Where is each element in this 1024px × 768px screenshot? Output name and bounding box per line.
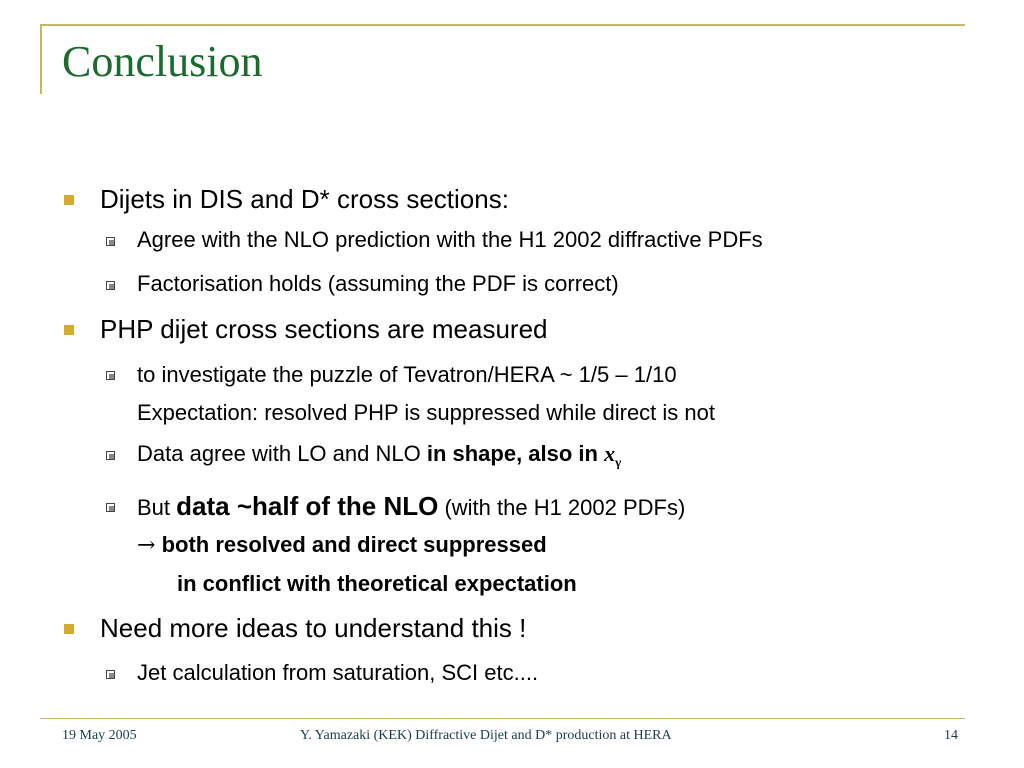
bullet-2-3-continuation [62, 526, 1002, 603]
bullet-2-3-rest: (with the H1 2002 PDFs) [438, 495, 686, 521]
bullet-2-3-bold: data ~half of the NLO [176, 491, 439, 522]
square-bullet-icon [64, 325, 74, 335]
bullet-2-1 [62, 356, 1002, 432]
bullet-2-text: PHP dijet cross sections are measured [100, 314, 548, 344]
bullet-3-1-text: Jet calculation from saturation, SCI etc.... [137, 660, 539, 686]
bullet-1-1 [62, 222, 1002, 258]
footer-page-number: 14 [944, 728, 958, 743]
square-bullet-icon [64, 624, 74, 634]
bullet-1-2-text: Factorisation holds (assuming the PDF is correct) [137, 271, 619, 296]
bullet-2-2 [62, 436, 1002, 480]
bullet-1-1-text: Agree with the NLO prediction with the H1 2002 diffractive PDFs [137, 227, 763, 252]
x-gamma-sub: γ [615, 454, 622, 470]
bullet-2 [62, 312, 1002, 346]
bullet-1-text: Dijets in DIS and D* cross sections: [100, 184, 509, 214]
bullet-3-1 [62, 655, 1002, 691]
square-bullet-icon [64, 195, 74, 205]
bullet-2-3-line3: in conflict with theoretical expectation [177, 571, 577, 597]
arrow-right-icon: → [137, 533, 156, 559]
footer-divider [40, 718, 965, 719]
x-gamma-symbol [604, 441, 622, 470]
slide-title: Conclusion [62, 37, 263, 86]
bullet-2-1-text-line2: Expectation: resolved PHP is suppressed while direct is not [137, 400, 715, 425]
bullet-3-text: Need more ideas to understand this ! [100, 613, 527, 644]
hollow-square-bullet-icon [106, 451, 115, 460]
slide-content [62, 182, 1002, 691]
hollow-square-bullet-icon [106, 670, 115, 679]
footer-date: 19 May 2005 [62, 728, 137, 743]
bullet-2-3 [62, 488, 1002, 526]
footer-title: Y. Yamazaki (KEK) Diffractive Dijet and D* production at HERA [300, 728, 672, 743]
bullet-1-2 [62, 266, 1002, 302]
x-gamma-x: x [604, 441, 616, 466]
bullet-2-3-but: But [137, 495, 177, 521]
frame-left-line [40, 24, 42, 94]
bullet-2-2-text: Data agree with LO and NLO [137, 441, 427, 466]
bullet-2-3-line2: both resolved and direct suppressed [161, 532, 547, 558]
bullet-1 [62, 182, 1002, 216]
hollow-square-bullet-icon [106, 503, 115, 512]
bullet-3 [62, 611, 1002, 645]
bullet-2-2-bold: in shape, also in [426, 441, 605, 466]
hollow-square-bullet-icon [106, 237, 115, 246]
frame-top-line [40, 24, 965, 26]
hollow-square-bullet-icon [106, 371, 115, 380]
hollow-square-bullet-icon [106, 281, 115, 290]
bullet-2-1-text-line1: to investigate the puzzle of Tevatron/HERA ~ 1/5 – 1/10 [137, 362, 677, 387]
